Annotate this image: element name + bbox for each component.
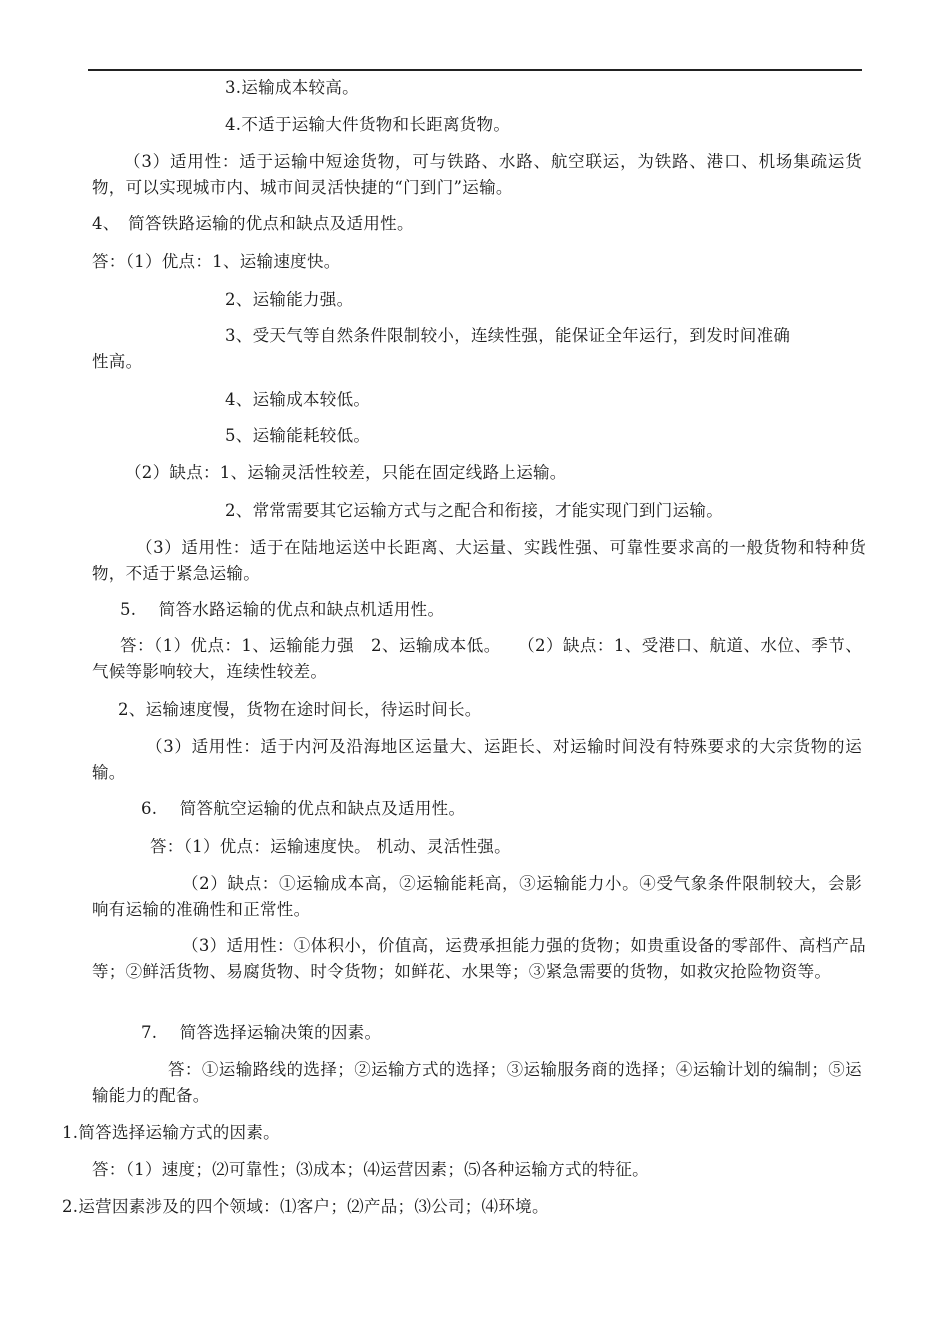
text-line: 答：（1）优点：运输速度快。 机动、灵活性强。 <box>150 837 511 856</box>
paragraph: 答：（1）优点：1、运输能力强 2、运输成本低。 （2）缺点：1、受港口、航道、水位、季节、气候等影响较大，连续性较差。 <box>92 636 862 681</box>
paragraph: （3）适用性：适于在陆地运送中长距离、大运量、实践性强、可靠性要求高的一般货物和特种货物，不适于紧急运输。 <box>92 538 866 583</box>
text-line: 性高。 <box>92 352 143 371</box>
text-line: 4、运输成本较低。 <box>225 390 371 409</box>
text-line: 3.运输成本较高。 <box>225 78 359 97</box>
text-line: 答：（1）速度；⑵可靠性；⑶成本；⑷运营因素；⑸各种运输方式的特征。 <box>92 1160 649 1179</box>
text-line: 2、运输能力强。 <box>225 290 354 309</box>
paragraph: （3）适用性：适于内河及沿海地区运量大、运距长、对运输时间没有特殊要求的大宗货物的运输。 <box>92 737 862 782</box>
question-heading: 7. 简答选择运输决策的因素。 <box>141 1023 382 1042</box>
paragraph: （2）缺点：①运输成本高，②运输能耗高，③运输能力小。④受气象条件限制较大，会影响有运输的准确性和正常性。 <box>92 874 862 919</box>
question-heading: 6. 简答航空运输的优点和缺点及适用性。 <box>141 799 466 818</box>
text-line: （2）缺点：1、运输灵活性较差，只能在固定线路上运输。 <box>125 463 567 482</box>
text-line: 5、运输能耗较低。 <box>225 426 371 445</box>
paragraph: 答：①运输路线的选择；②运输方式的选择；③运输服务商的选择；④运输计划的编制；⑤运输能力的配备。 <box>92 1060 862 1105</box>
question-heading: 1.简答选择运输方式的因素。 <box>62 1123 280 1142</box>
paragraph: （3）适用性：适于运输中短途货物，可与铁路、水路、航空联运，为铁路、港口、机场集疏运货物，可以实现城市内、城市间灵活快捷的“门到门”运输。 <box>92 152 862 197</box>
paragraph: （3）适用性：①体积小，价值高，运费承担能力强的货物；如贵重设备的零部件、高档产品等；②鲜活货物、易腐货物、时令货物；如鲜花、水果等；③紧急需要的货物，如救灾抢险物资等。 <box>92 936 866 981</box>
text-line: 3、受天气等自然条件限制较小，连续性强，能保证全年运行，到发时间准确 <box>225 326 791 345</box>
text-line: 2、常常需要其它运输方式与之配合和衔接，才能实现门到门运输。 <box>225 501 723 520</box>
text-line: 4.不适于运输大件货物和长距离货物。 <box>225 115 511 134</box>
text-line: 答：（1）优点：1、运输速度快。 <box>92 252 341 271</box>
text-line: 2.运营因素涉及的四个领域：⑴客户；⑵产品；⑶公司；⑷环境。 <box>62 1197 549 1216</box>
question-heading: 5. 简答水路运输的优点和缺点机适用性。 <box>120 600 445 619</box>
text-line: 2、运输速度慢，货物在途时间长，待运时间长。 <box>118 700 482 719</box>
header-rule <box>88 69 862 71</box>
question-heading: 4、 简答铁路运输的优点和缺点及适用性。 <box>92 214 414 233</box>
